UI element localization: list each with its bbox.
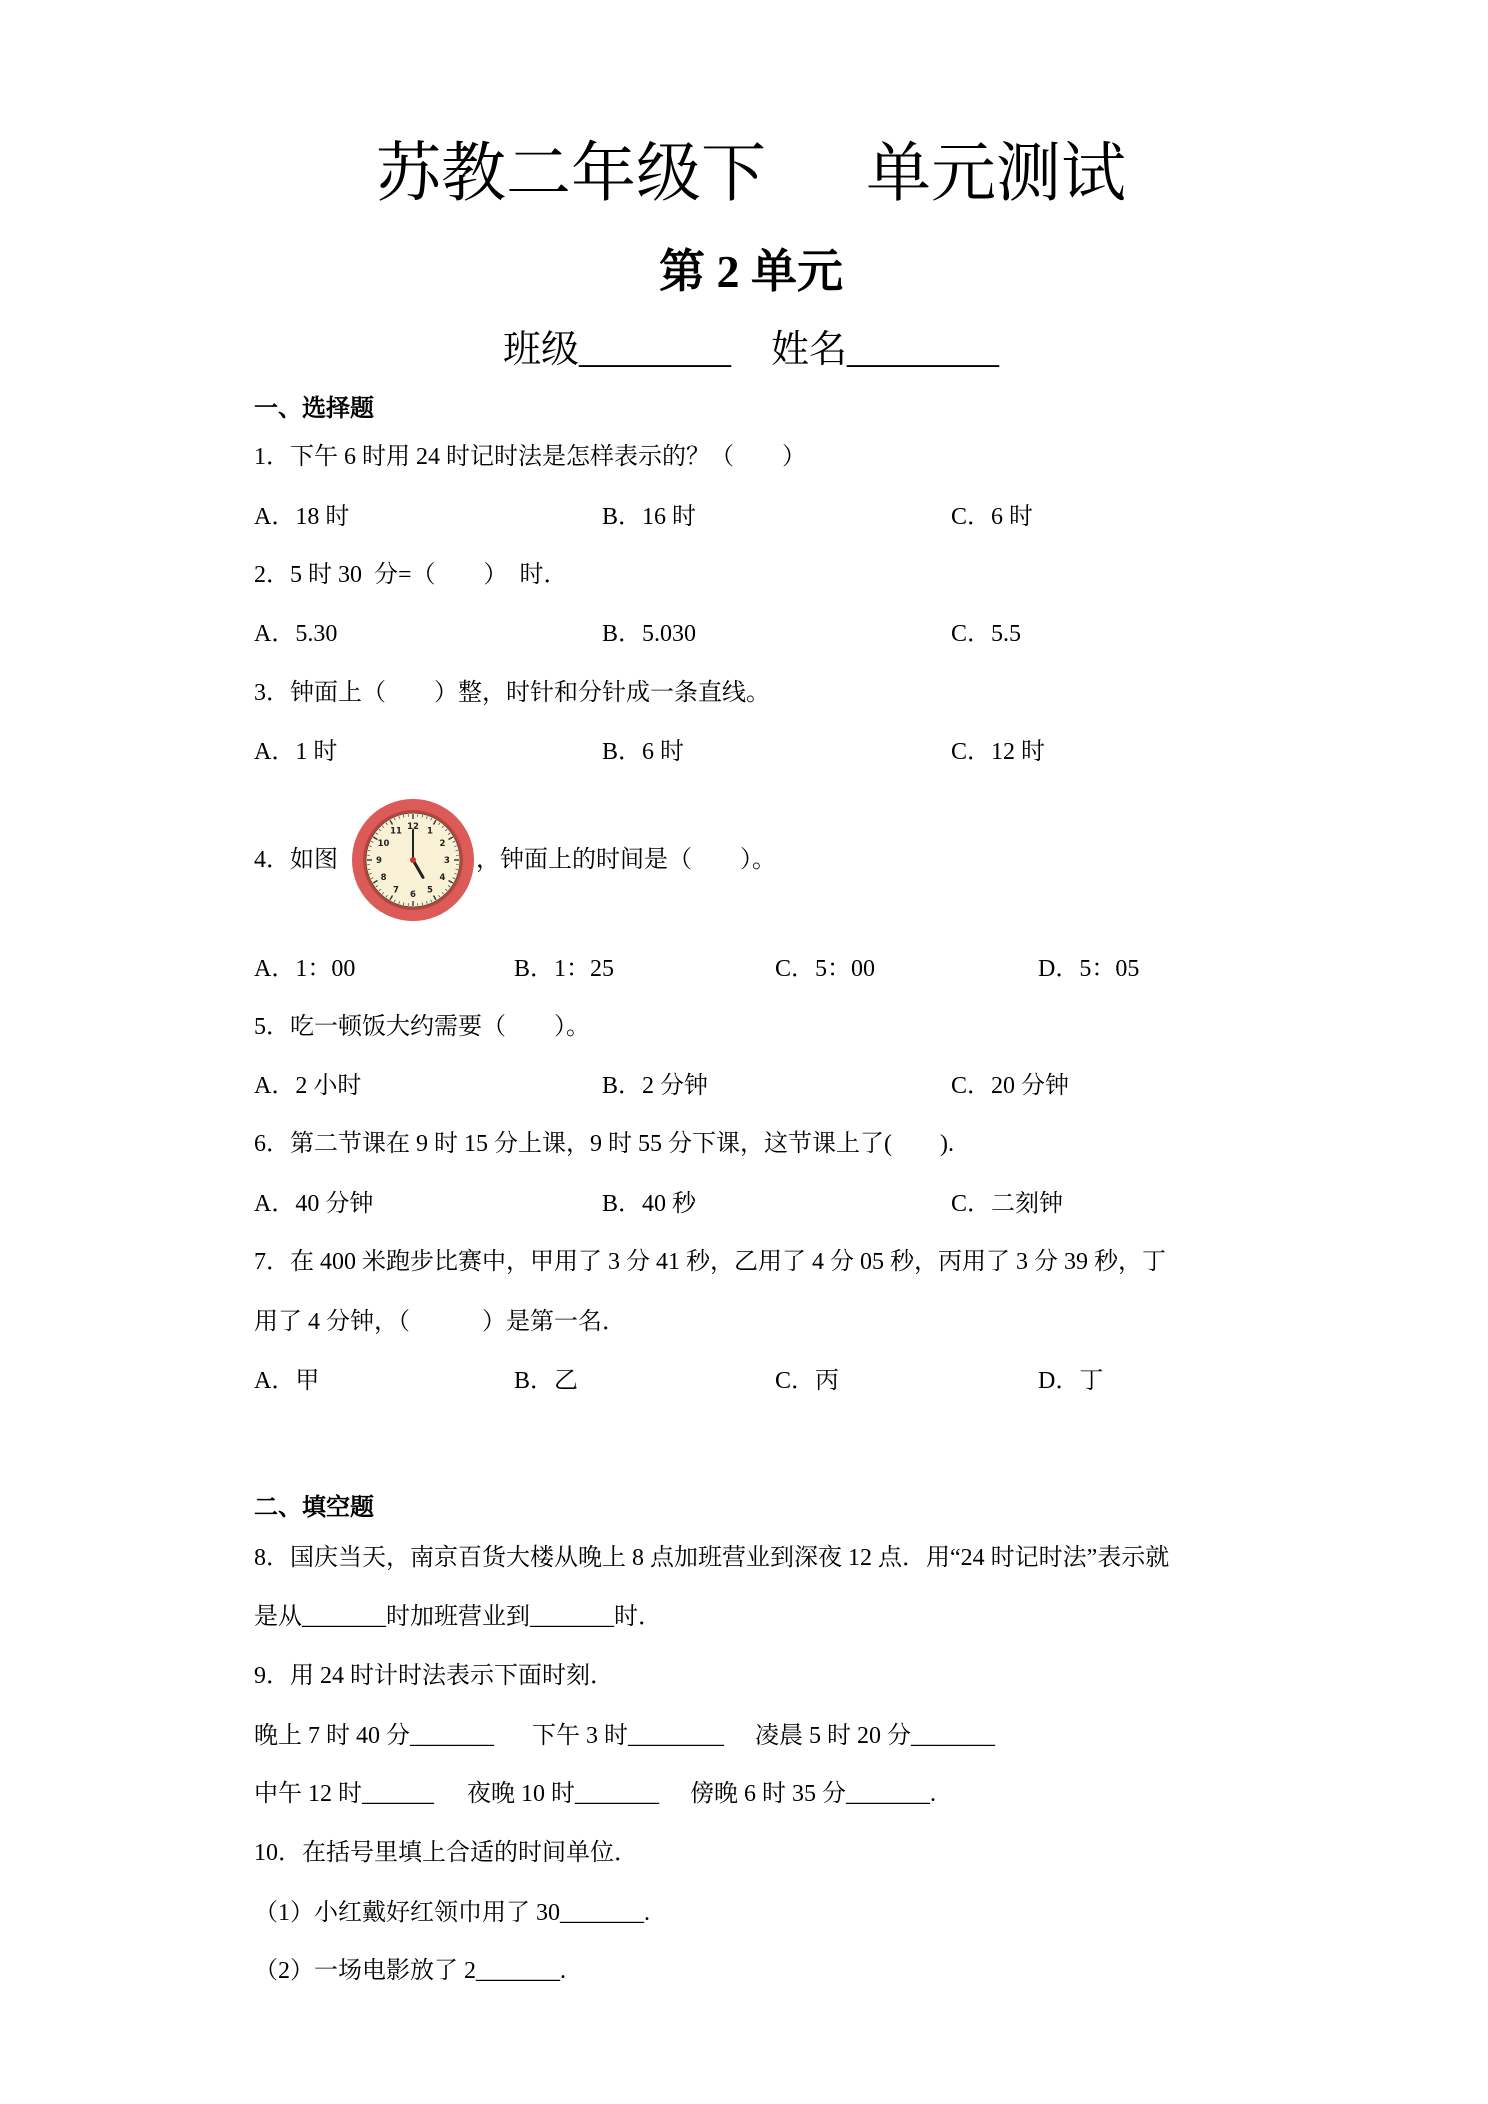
title-right: 单元测试 [866, 136, 1127, 209]
clock-center-dot [410, 857, 416, 863]
q2-option-c: C．5.5 [951, 621, 1022, 647]
question-4-before: 4．如图 [254, 847, 338, 873]
question-9: 9．用 24 时计时法表示下面时刻． [254, 1663, 614, 1689]
clock-number: 12 [407, 822, 419, 832]
question-10: 10．在括号里填上合适的时间单位． [254, 1840, 638, 1866]
class-field: 班级________ [502, 329, 731, 371]
q6-option-b: B．40 秒 [602, 1191, 697, 1217]
q4-option-c: C．5：00 [775, 956, 876, 982]
q2-option-a: A．5.30 [254, 621, 338, 647]
student-info-row [14, 327, 1488, 373]
question-6: 6．第二节课在 9 时 15 分上课，9 时 55 分下课，这节课上了( ). [254, 1131, 954, 1157]
q1-option-a: A．18 时 [254, 504, 350, 530]
section-heading-fill: 二、填空题 [254, 1495, 374, 1521]
q7-option-a: A．甲 [254, 1368, 320, 1394]
q3-option-a: A．1 时 [254, 739, 338, 765]
q4-option-b: B．1：25 [514, 956, 615, 982]
q9-blank-early-morning: 凌晨 5 时 20 分_______ [755, 1723, 995, 1749]
clock-number: 7 [393, 885, 399, 896]
q1-option-c: C．6 时 [951, 504, 1034, 530]
question-8-line-1: 8．国庆当天，南京百货大楼从晚上 8 点加班营业到深夜 12 点．用“24 时记时法”表示就 [254, 1545, 1170, 1571]
section-heading-choice: 一、选择题 [254, 396, 374, 422]
q1-option-b: B．16 时 [602, 504, 697, 530]
question-2: 2．5 时 30 分=（ ） 时． [254, 562, 568, 588]
question-7-line-2: 用了 4 分钟，（ ）是第一名． [254, 1309, 626, 1335]
clock-number: 5 [427, 885, 433, 896]
q4-option-a: A．1：00 [254, 956, 356, 982]
q9-blank-noon: 中午 12 时______ [254, 1781, 434, 1807]
clock-number: 1 [427, 826, 433, 837]
q3-option-b: B．6 时 [602, 739, 685, 765]
unit-subtitle: 第 2 单元 [659, 246, 843, 297]
page-title [14, 136, 1488, 210]
clock-number: 8 [380, 873, 387, 883]
clock-number: 10 [377, 839, 390, 849]
clock-number: 11 [390, 826, 402, 837]
q9-blank-night: 夜晚 10 时_______ [467, 1781, 659, 1807]
q2-option-b: B．5.030 [602, 621, 697, 647]
clock-number: 6 [410, 890, 416, 900]
q5-option-c: C．20 分钟 [951, 1073, 1070, 1099]
question-1: 1．下午 6 时用 24 时记时法是怎样表示的？（ ） [254, 444, 806, 470]
question-4-after: ，钟面上的时间是（ ）。 [476, 847, 776, 873]
q7-option-c: C．丙 [775, 1368, 840, 1394]
clock-number: 2 [439, 839, 446, 849]
q10-item-2: （2）一场电影放了 2_______. [254, 1958, 566, 1984]
clock-image [350, 797, 476, 923]
q6-option-c: C．二刻钟 [951, 1191, 1064, 1217]
question-5: 5．吃一顿饭大约需要（ ）。 [254, 1014, 590, 1040]
clock-number: 9 [376, 856, 382, 866]
question-3: 3．钟面上（ ）整，时针和分针成一条直线。 [254, 680, 770, 706]
q9-blank-evening: 晚上 7 时 40 分_______ [254, 1723, 494, 1749]
name-field: 姓名________ [771, 329, 1000, 371]
q3-option-c: C．12 时 [951, 739, 1046, 765]
clock-number: 3 [444, 856, 450, 866]
question-7-line-1: 7．在 400 米跑步比赛中，甲用了 3 分 41 秒，乙用了 4 分 05 秒，丙用了 3 分 39 秒，丁 [254, 1249, 1166, 1275]
title-left: 苏教二年级下 [375, 136, 766, 209]
q4-option-d: D．5：05 [1038, 956, 1140, 982]
clock-number: 4 [439, 873, 446, 883]
q7-option-b: B．乙 [514, 1368, 579, 1394]
q10-item-1: （1）小红戴好红领巾用了 30_______. [254, 1900, 650, 1926]
q6-option-a: A．40 分钟 [254, 1191, 374, 1217]
q9-blank-afternoon: 下午 3 时________ [532, 1723, 724, 1749]
q7-option-d: D．丁 [1038, 1368, 1104, 1394]
question-8-line-2: 是从_______时加班营业到_______时． [254, 1604, 662, 1630]
q9-blank-dusk: 傍晚 6 时 35 分_______. [690, 1781, 936, 1807]
q5-option-a: A．2 小时 [254, 1073, 362, 1099]
q5-option-b: B．2 分钟 [602, 1073, 709, 1099]
